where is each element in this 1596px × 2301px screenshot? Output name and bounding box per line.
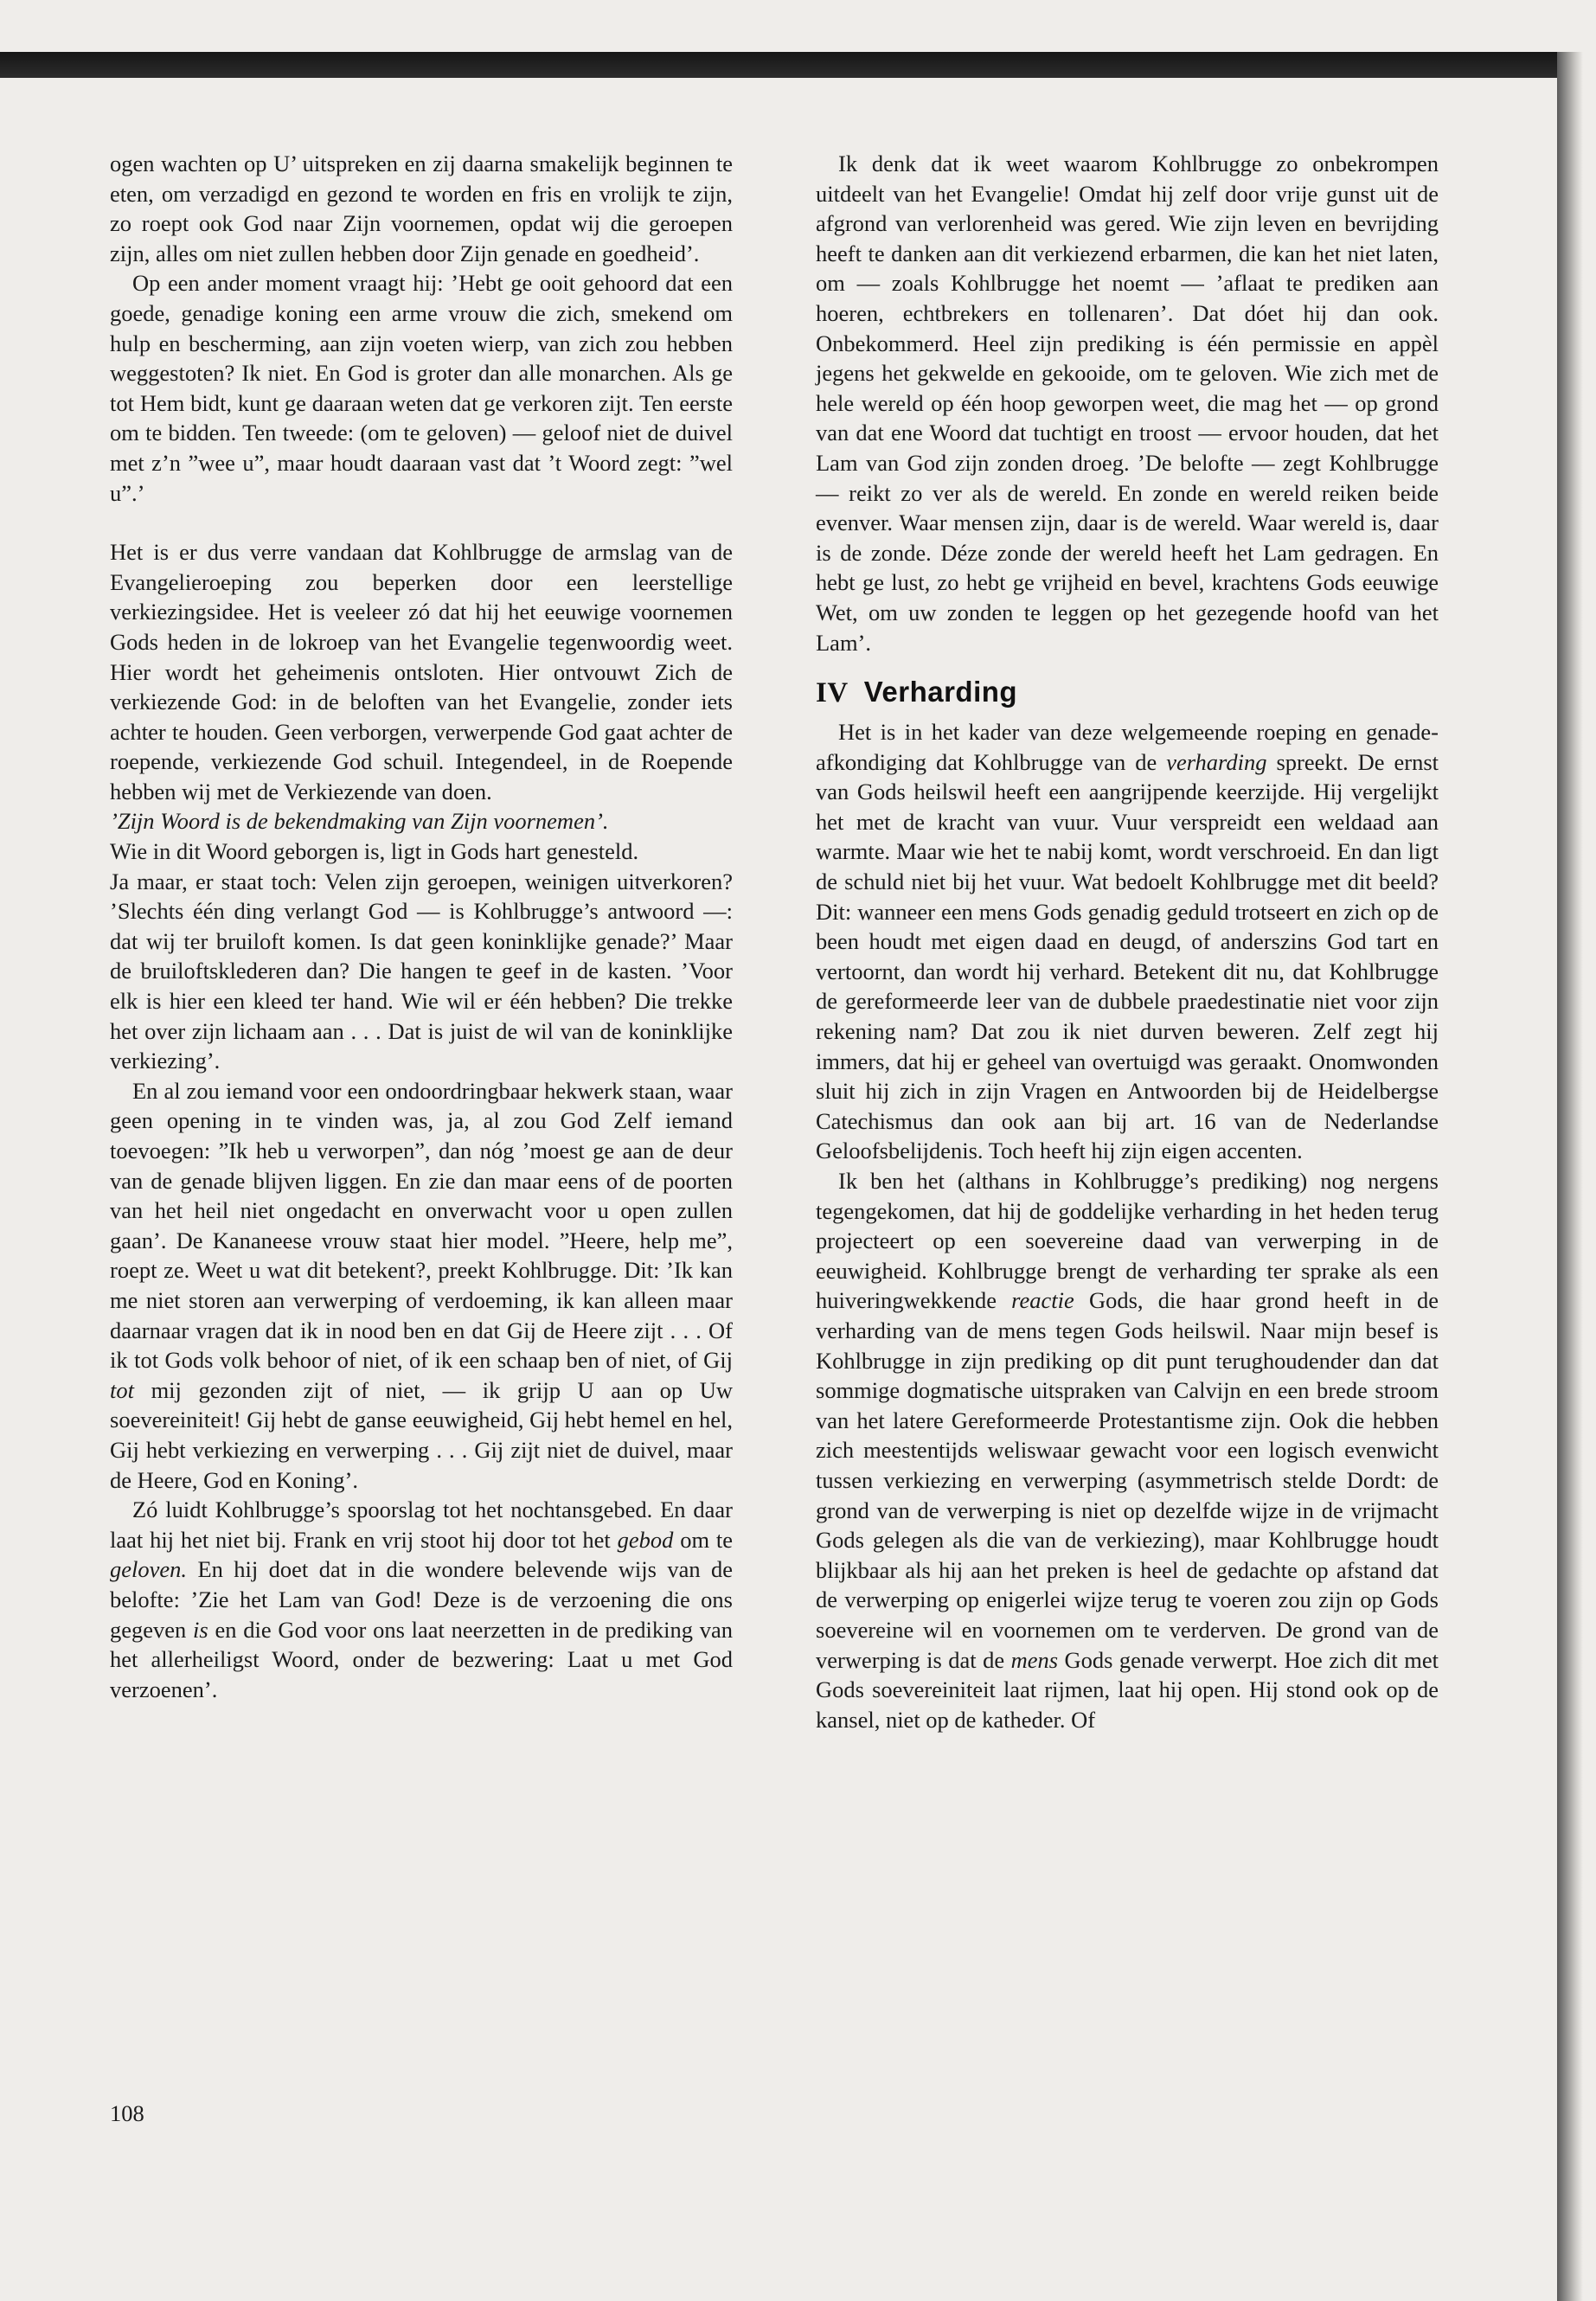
scan-top-border xyxy=(0,52,1579,78)
text-run: Gods genade verwerpt. Hoe zich dit met Gods soevereiniteit laat rijmen, laat hij open. Hij stond ook op de kansel, niet op de katheder. Of xyxy=(816,1646,1439,1733)
emphasis: reactie xyxy=(1011,1287,1074,1314)
paragraph: Het is er dus verre vandaan dat Kohlbrugge de armslag van de Evangelieroeping zou beperken door een leerstellige verkiezingsidee. Het is veeleer zó dat hij het eeuwige voornemen Gods heden in de lokroep van het Evangelie tegenwoordig weet. Hier wordt het geheimenis ontsloten. Hier ontvouwt Zich de verkiezende God: in de beloften van het Evangelie, zonder iets achter te houden. Geen verborgen, verwerpende God gaat achter de roepende, verkiezende God schuil. Integendeel, in de Roepende hebben wij met de Verkiezende van doen. xyxy=(110,539,733,804)
quote-paragraph: ’Zijn Woord is de bekendmaking van Zijn voornemen’. xyxy=(110,808,609,835)
paragraph xyxy=(816,1166,1439,1734)
emphasis: gebod xyxy=(617,1526,674,1553)
text-run: mij gezonden zijt of niet, — ik grijp U aan op Uw soevereiniteit! Gij hebt de ganse eeuwigheid, Gij hebt hemel en hel, Gij hebt verkiezing en verwerping . . . Gij zijt niet de duivel, maar de Heere, God en Koning’. xyxy=(110,1376,733,1493)
emphasis: is xyxy=(193,1616,208,1643)
text-run: en die God voor ons laat neerzetten in de prediking van het allerheiligst Woord, onder de bezwering: Laat u met God verzoenen’. xyxy=(110,1616,733,1702)
text-run: Gods, die haar grond heeft in de verharding van de mens tegen Gods heilswil. Naar mijn besef is Kohlbrugge in zijn prediking op dit punt terughoudender dan dat sommige dogmatische uitspraken van Calvijn en een brede stroom van het latere Gereformeerde Protestantisme zijn. Ook die hebben zich meestentijds weliswaar gewacht voor een logisch evenwicht tussen verkiezing en verwerping (asymmetrisch stelde Dordt: de grond van de verwerping is niet op dezelfde wijze in de vrijmacht Gods gelegen als die van de verkiezing), maar Kohlbrugge houdt blijkbaar als hij aan het preken is heel de gedachte op afstand dat de verwerping op enigerlei wijze terug te voeren zou zijn op Gods soevereine wil en voornemen om te verderven. De grond van de verwerping is dat de xyxy=(816,1287,1439,1673)
emphasis: mens xyxy=(1010,1646,1059,1673)
paragraph xyxy=(110,1495,733,1704)
text-run: En al zou iemand voor een ondoordringbaar hekwerk staan, waar geen opening in te vinden was, ja, al zou God Zelf iemand toevoegen: ”Ik heb u verworpen”, dan nóg ’moest ge aan de deur van de genade blijven liggen. En zie dan maar eens of de poorten van het heil niet ongedacht en onverwacht voor u open zullen gaan’. De Kananeese vrouw staat hier model. ”Heere, help me”, roept ze. Weet u wat dit betekent?, preekt Kohlbrugge. Dit: ’Ik kan me niet storen aan verwerping of verdoeming, ik kan alleen maar daarnaar vragen dat ik in nood ben en dat Gij de Heere zijt . . . Of ik tot Gods volk behoor of niet, of ik een schaap ben of niet, of Gij xyxy=(110,1077,733,1374)
paragraph: Ja maar, er staat toch: Velen zijn geroepen, weinigen uitverkoren? ’Slechts één ding verlangt God — is Kohlbrugge’s antwoord —: dat wij ter bruiloft komen. Is dat geen koninklijke genade?’ Maar de bruiloftsklederen dan? Die hangen te geef in de kasten. ’Voor elk is hier een kleed ter hand. Wie wil er één hebben? Die trekke het over zijn lichaam aan . . . Dat is juist de wil van de koninklijke verkiezing’. xyxy=(110,868,733,1074)
emphasis: verharding xyxy=(1166,748,1267,775)
paragraph: Wie in dit Woord geborgen is, ligt in Gods hart genesteld. xyxy=(110,838,639,865)
text-run: Het is in het kader van deze welgemeende roeping en genade-afkondiging dat Kohlbrugge van de xyxy=(816,719,1439,775)
left-column xyxy=(110,149,733,1704)
text-run: Zó luidt Kohlbrugge’s spoorslag tot het nochtansgebed. En daar laat hij het niet bij. Frank en vrij stoot hij door tot het xyxy=(110,1497,733,1553)
text-run: Ik ben het (althans in Kohlbrugge’s prediking) nog nergens tegengekomen, dat hij de goddelijke verharding in het heden terug projecteert op een soevereine daad van verwerping in de eeuwigheid. Kohlbrugge brengt de verharding ter sprake als een huiveringwekkende xyxy=(816,1168,1439,1314)
section-heading xyxy=(816,675,1439,710)
emphasis: tot xyxy=(110,1376,134,1403)
page-number: 108 xyxy=(110,2100,144,2126)
emphasis: geloven. xyxy=(110,1556,188,1583)
text-run: spreekt. De ernst van Gods heilswil heeft een aangrijpende keerzijde. Hij vergelijkt het met de kracht van vuur. Vuur verspreidt een weldaad aan warmte. Maar wie het te nabij komt, wordt verschroeid. En dan ligt de schuld niet bij het vuur. Wat bedoelt Kohlbrugge met dit beeld? Dit: wanneer een mens Gods genadig geduld trotseert en zich op de been houdt met eigen daad en deugd, of anderszins God tart en vertoornt, dan wordt hij verhard. Betekent dit nu, dat Kohlbrugge de gereformeerde leer van de dubbele praedestinatie niet voor zijn rekening nam? Dat zou ik niet durven beweren. Zelf zegt hij immers, dat hij er geheel van overtuigd was geraakt. Onomwonden sluit hij zich in zijn Vragen en Antwoorden bij de Heidelbergse Catechismus dan ook aan bij art. 16 van de Nederlandse Geloofsbelijdenis. Toch heeft hij zijn eigen accenten. xyxy=(816,748,1439,1164)
paragraph xyxy=(110,1076,733,1495)
scan-right-edge xyxy=(1557,52,1583,2301)
paragraph: ogen wachten op U’ uitspreken en zij daarna smakelijk beginnen te eten, om verzadigd en gezond te worden en fris en vrolijk te zijn, zo roept ook God naar Zijn voornemen, opdat wij die geroepen zijn, alles om niet zullen hebben door Zijn genade en goedheid’. xyxy=(110,151,733,266)
text-run: En hij doet dat in die wondere belevende wijs van de belofte: ’Zie het Lam van God! Deze is de verzoening die ons gegeven xyxy=(110,1556,733,1643)
paragraph xyxy=(816,717,1439,1166)
text-run: om te xyxy=(673,1526,733,1553)
paragraph: Op een ander moment vraagt hij: ’Hebt ge ooit gehoord dat een goede, genadige koning een arme vrouw die zich, smekend om hulp en bescherming, aan zijn voeten wierp, van zich zou hebben weggestoten? Ik niet. En God is groter dan alle monarchen. Als ge tot Hem bidt, kunt ge daaraan weten dat ge verkoren zijt. Ten eerste om te bidden. Ten tweede: (om te geloven) — geloof niet de duivel met z’n ”wee u”, maar houdt daaraan vast dat ’t Woord zegt: ”wel u”.’ xyxy=(110,270,733,506)
right-column xyxy=(816,149,1439,1734)
section-title: Verharding xyxy=(863,676,1018,708)
paragraph: Ik denk dat ik weet waarom Kohlbrugge zo onbekrompen uitdeelt van het Evangelie! Omdat hij zelf door vrije gunst uit de afgrond van verlorenheid was gered. Wie zijn leven en bevrijding heeft te danken aan dit verkiezend erbarmen, die kan het niet laten, om — zoals Kohlbrugge het noemt — ’aflaat te prediken aan hoeren, echtbrekers en tollenaren’. Dat dóet hij dan ook. Onbekommerd. Heel zijn prediking is één permissie en appèl jegens het gekwelde en gekooide, om te geloven. Wie zich met de hele wereld op één hoop geworpen weet, die mag het — op grond van dat ene Woord dat tuchtigt en troost — ervoor houden, dat het Lam van God zijn zonden droeg. ’De belofte — zegt Kohlbrugge — reikt zo ver als de wereld. En zonde en wereld reiken beide evenver. Waar mensen zijn, daar is de wereld. Waar wereld is, daar is de zonde. Déze zonde der wereld heeft het Lam gedragen. En hebt ge lust, zo hebt ge vrijheid en bevel, krachtens Gods eeuwige Wet, om uw zonden te leggen op het gezegende hoofd van het Lam’. xyxy=(816,151,1439,656)
section-number: IV xyxy=(816,677,849,709)
